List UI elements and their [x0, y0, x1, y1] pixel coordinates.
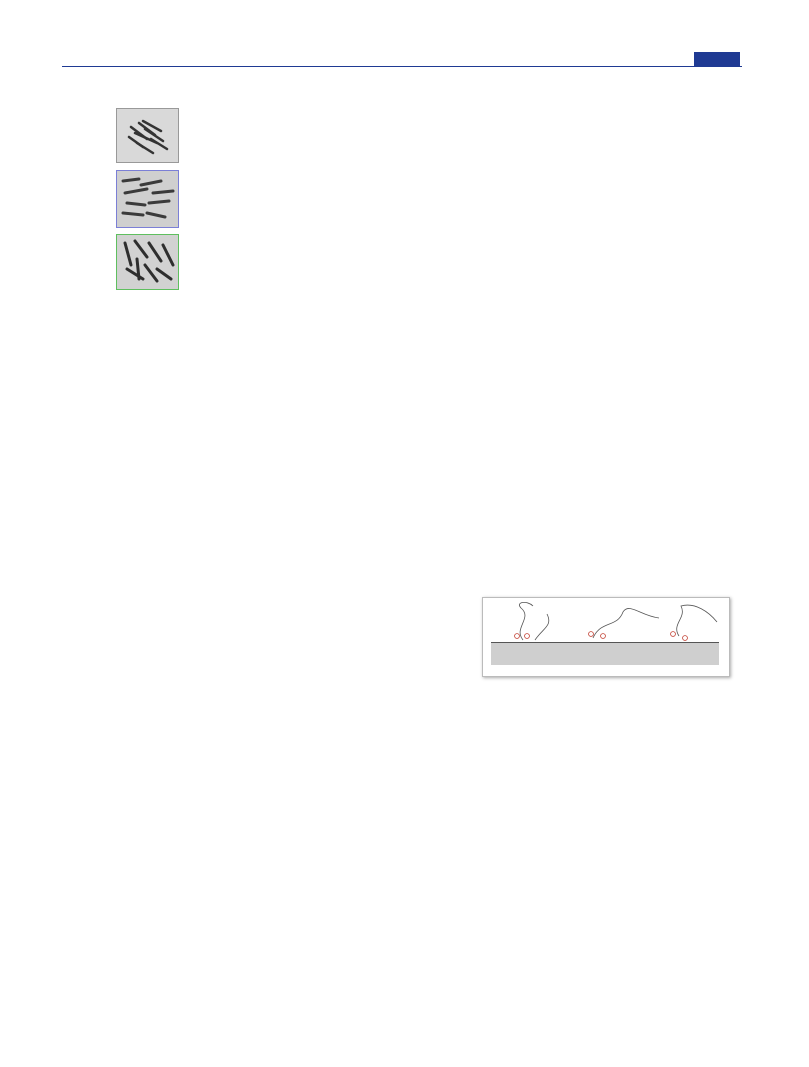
tem-image-zno-nrs — [116, 108, 179, 163]
tem-image-grafted-17o-oa — [116, 234, 179, 290]
c13-nmr-chart — [462, 345, 742, 555]
header-accent-block — [694, 52, 740, 66]
o17-nmr-14t-chart — [100, 596, 390, 876]
tem-texture-3 — [117, 235, 179, 290]
header-rule — [62, 66, 742, 67]
tem-texture-2 — [117, 171, 179, 228]
zno-surface-slab — [491, 642, 719, 665]
xrd-chart — [340, 104, 740, 314]
tem-image-grafted-oa — [116, 170, 179, 228]
surface-inset — [482, 597, 730, 677]
ir-chart — [100, 345, 390, 555]
o17-nmr-35t-chart — [482, 684, 742, 874]
tem-texture-1 — [117, 109, 179, 163]
surface-molecules — [483, 598, 731, 678]
